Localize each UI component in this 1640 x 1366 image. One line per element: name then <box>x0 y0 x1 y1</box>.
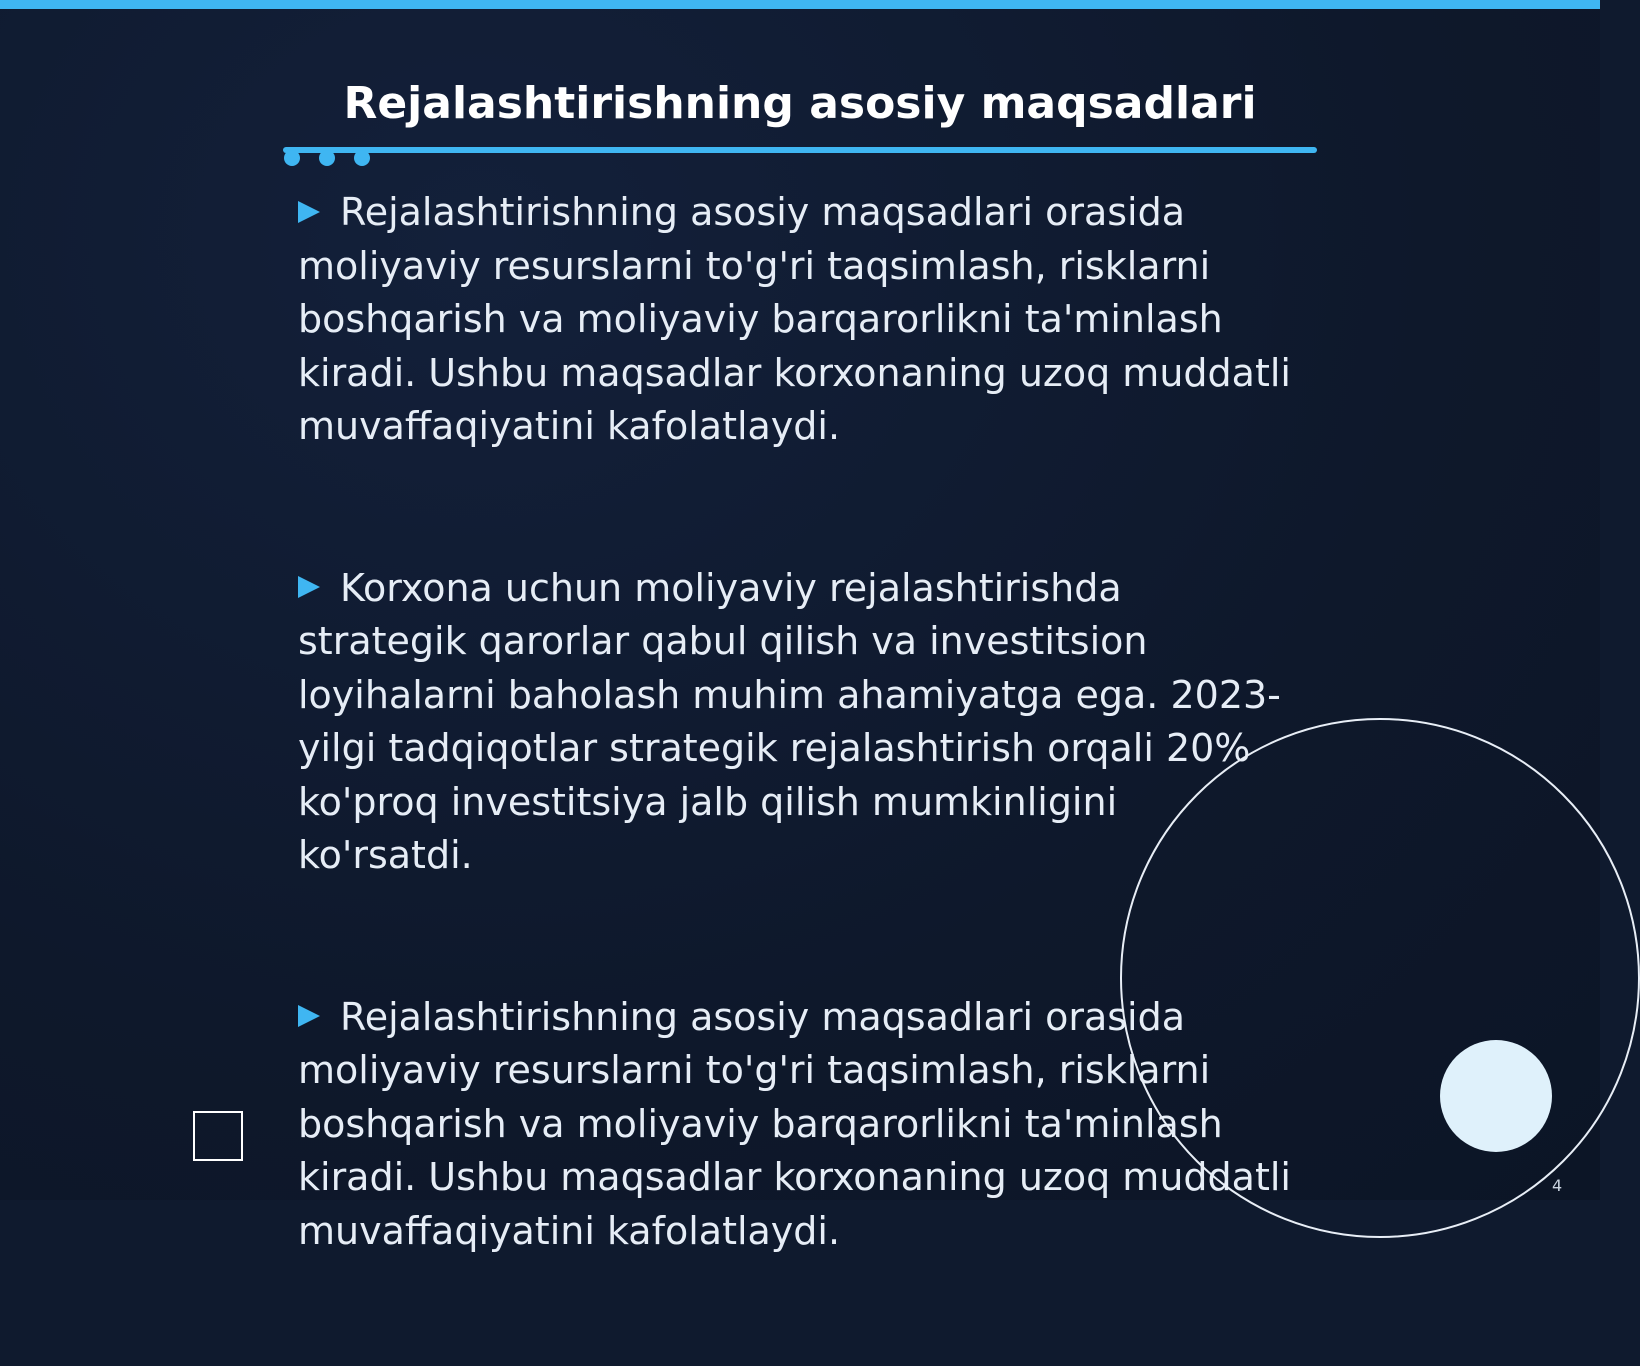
decor-circle-filled <box>1440 1040 1552 1152</box>
bullet-item <box>298 186 1298 454</box>
triangle-bullet-icon <box>298 1005 320 1027</box>
bullet-list <box>298 186 1298 1366</box>
triangle-bullet-icon <box>298 201 320 223</box>
slide-title: Rejalashtirishning asosiy maqsadlari <box>343 78 1257 129</box>
decor-square <box>193 1111 243 1161</box>
triangle-bullet-icon <box>298 576 320 598</box>
decor-circle-outline <box>1120 718 1640 1238</box>
title-underline <box>283 147 1317 153</box>
bullet-text: Rejalashtirishning asosiy maqsadlari orasida moliyaviy resurslarni to'g'ri taqsimlash, risklarni boshqarish va moliyaviy barqarorlikni ta'minlash kiradi. Ushbu maqsadlar korxonaning uzoq muddatli muvaffaqiyatini kafolatlaydi. <box>298 994 1291 1253</box>
bullet-text: Korxona uchun moliyaviy rejalashtirishda strategik qarorlar qabul qilish va investitsion loyihalarni baholash muhim ahamiyatga ega. 2023-yilgi tadqiqotlar strategik rejalashtirish orqali 20% ko'proq investitsiya jalb qilish mumkinligini ko'rsatdi. <box>298 565 1281 877</box>
page-number: 4 <box>1552 1176 1563 1195</box>
decor-dot <box>319 150 335 166</box>
bullet-text: Rejalashtirishning asosiy maqsadlari orasida moliyaviy resurslarni to'g'ri taqsimlash, risklarni boshqarish va moliyaviy barqarorlikni ta'minlash kiradi. Ushbu maqsadlar korxonaning uzoq muddatli muvaffaqiyatini kafolatlaydi. <box>298 190 1291 448</box>
bullet-item <box>298 562 1298 883</box>
decor-dot <box>354 150 370 166</box>
top-accent-bar <box>0 0 1600 9</box>
decor-dot <box>284 150 300 166</box>
